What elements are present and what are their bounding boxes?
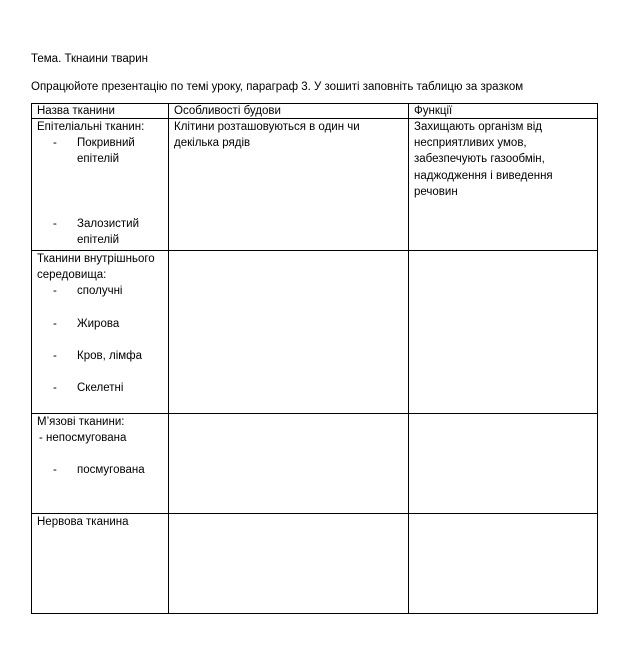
functions-cell-internal: [409, 251, 598, 414]
tissue-cell-epithelial: [32, 119, 169, 251]
table-row: [32, 251, 598, 414]
header-structure: Особливості будови: [169, 104, 409, 119]
tissue-subtype: [37, 380, 163, 396]
tissue-subtype: [37, 316, 163, 332]
tissue-subtype-label: Залозистий епітелій: [77, 217, 140, 246]
tissue-cell-muscle: [32, 414, 169, 514]
tissue-group-label: Тканини внутрішнього середовища:: [37, 253, 155, 282]
list-dash: -: [53, 317, 57, 330]
tissue-subtype-label: Скелетні: [77, 382, 124, 395]
tissue-subtype-label: Покривний епітелій: [77, 137, 135, 166]
tissue-group-label: Епітеліальні тканин:: [37, 121, 145, 133]
tissue-subtype-label: непосмугована: [46, 432, 127, 445]
document-instruction: Опрацюйоте презентацію по темі уроку, параграф 3. У зошиті заповніть таблицю за зразком: [31, 81, 524, 93]
table-header-row: [32, 104, 598, 119]
tissue-subtype: [37, 135, 163, 167]
table-row: [32, 119, 598, 251]
tissue-table: [31, 103, 598, 614]
list-dash: -: [53, 349, 57, 362]
header-functions: Функції: [409, 104, 598, 119]
list-dash: -: [53, 382, 57, 395]
functions-cell-epithelial: Захищають організм від несприятливих умов, забезпечують газообмін, наджодження і виведення речовин: [409, 119, 598, 251]
tissue-subtype: [37, 430, 163, 446]
list-dash: -: [39, 432, 43, 445]
structure-cell-internal: [169, 251, 409, 414]
table-row: [32, 514, 598, 614]
tissue-subtype: [37, 283, 163, 299]
tissue-subtype: [37, 216, 163, 248]
list-dash: -: [53, 464, 57, 477]
list-dash: -: [53, 137, 57, 150]
tissue-subtype: [37, 348, 163, 364]
tissue-group-label: Нервова тканина: [37, 516, 129, 528]
functions-cell-nervous: [409, 514, 598, 614]
list-dash: -: [53, 285, 57, 298]
tissue-group-label: М’язові тканини:: [37, 416, 125, 428]
tissue-subtype-label: Жирова: [77, 317, 120, 330]
tissue-cell-nervous: [32, 514, 169, 614]
tissue-subtype-label: Кров, лімфа: [77, 349, 143, 362]
list-dash: -: [53, 217, 57, 230]
structure-cell-epithelial: Клітини розташовуються в один чи декілька рядів: [169, 119, 409, 251]
tissue-subtype-label: посмугована: [77, 464, 145, 477]
structure-cell-nervous: [169, 514, 409, 614]
document-topic: Тема. Ткнаини тварин: [31, 53, 148, 65]
structure-cell-muscle: [169, 414, 409, 514]
functions-cell-muscle: [409, 414, 598, 514]
tissue-subtype: [37, 462, 163, 478]
table-row: [32, 414, 598, 514]
tissue-cell-internal: [32, 251, 169, 414]
header-tissue-name: Назва тканини: [32, 104, 169, 119]
tissue-subtype-label: сполучні: [77, 285, 123, 298]
